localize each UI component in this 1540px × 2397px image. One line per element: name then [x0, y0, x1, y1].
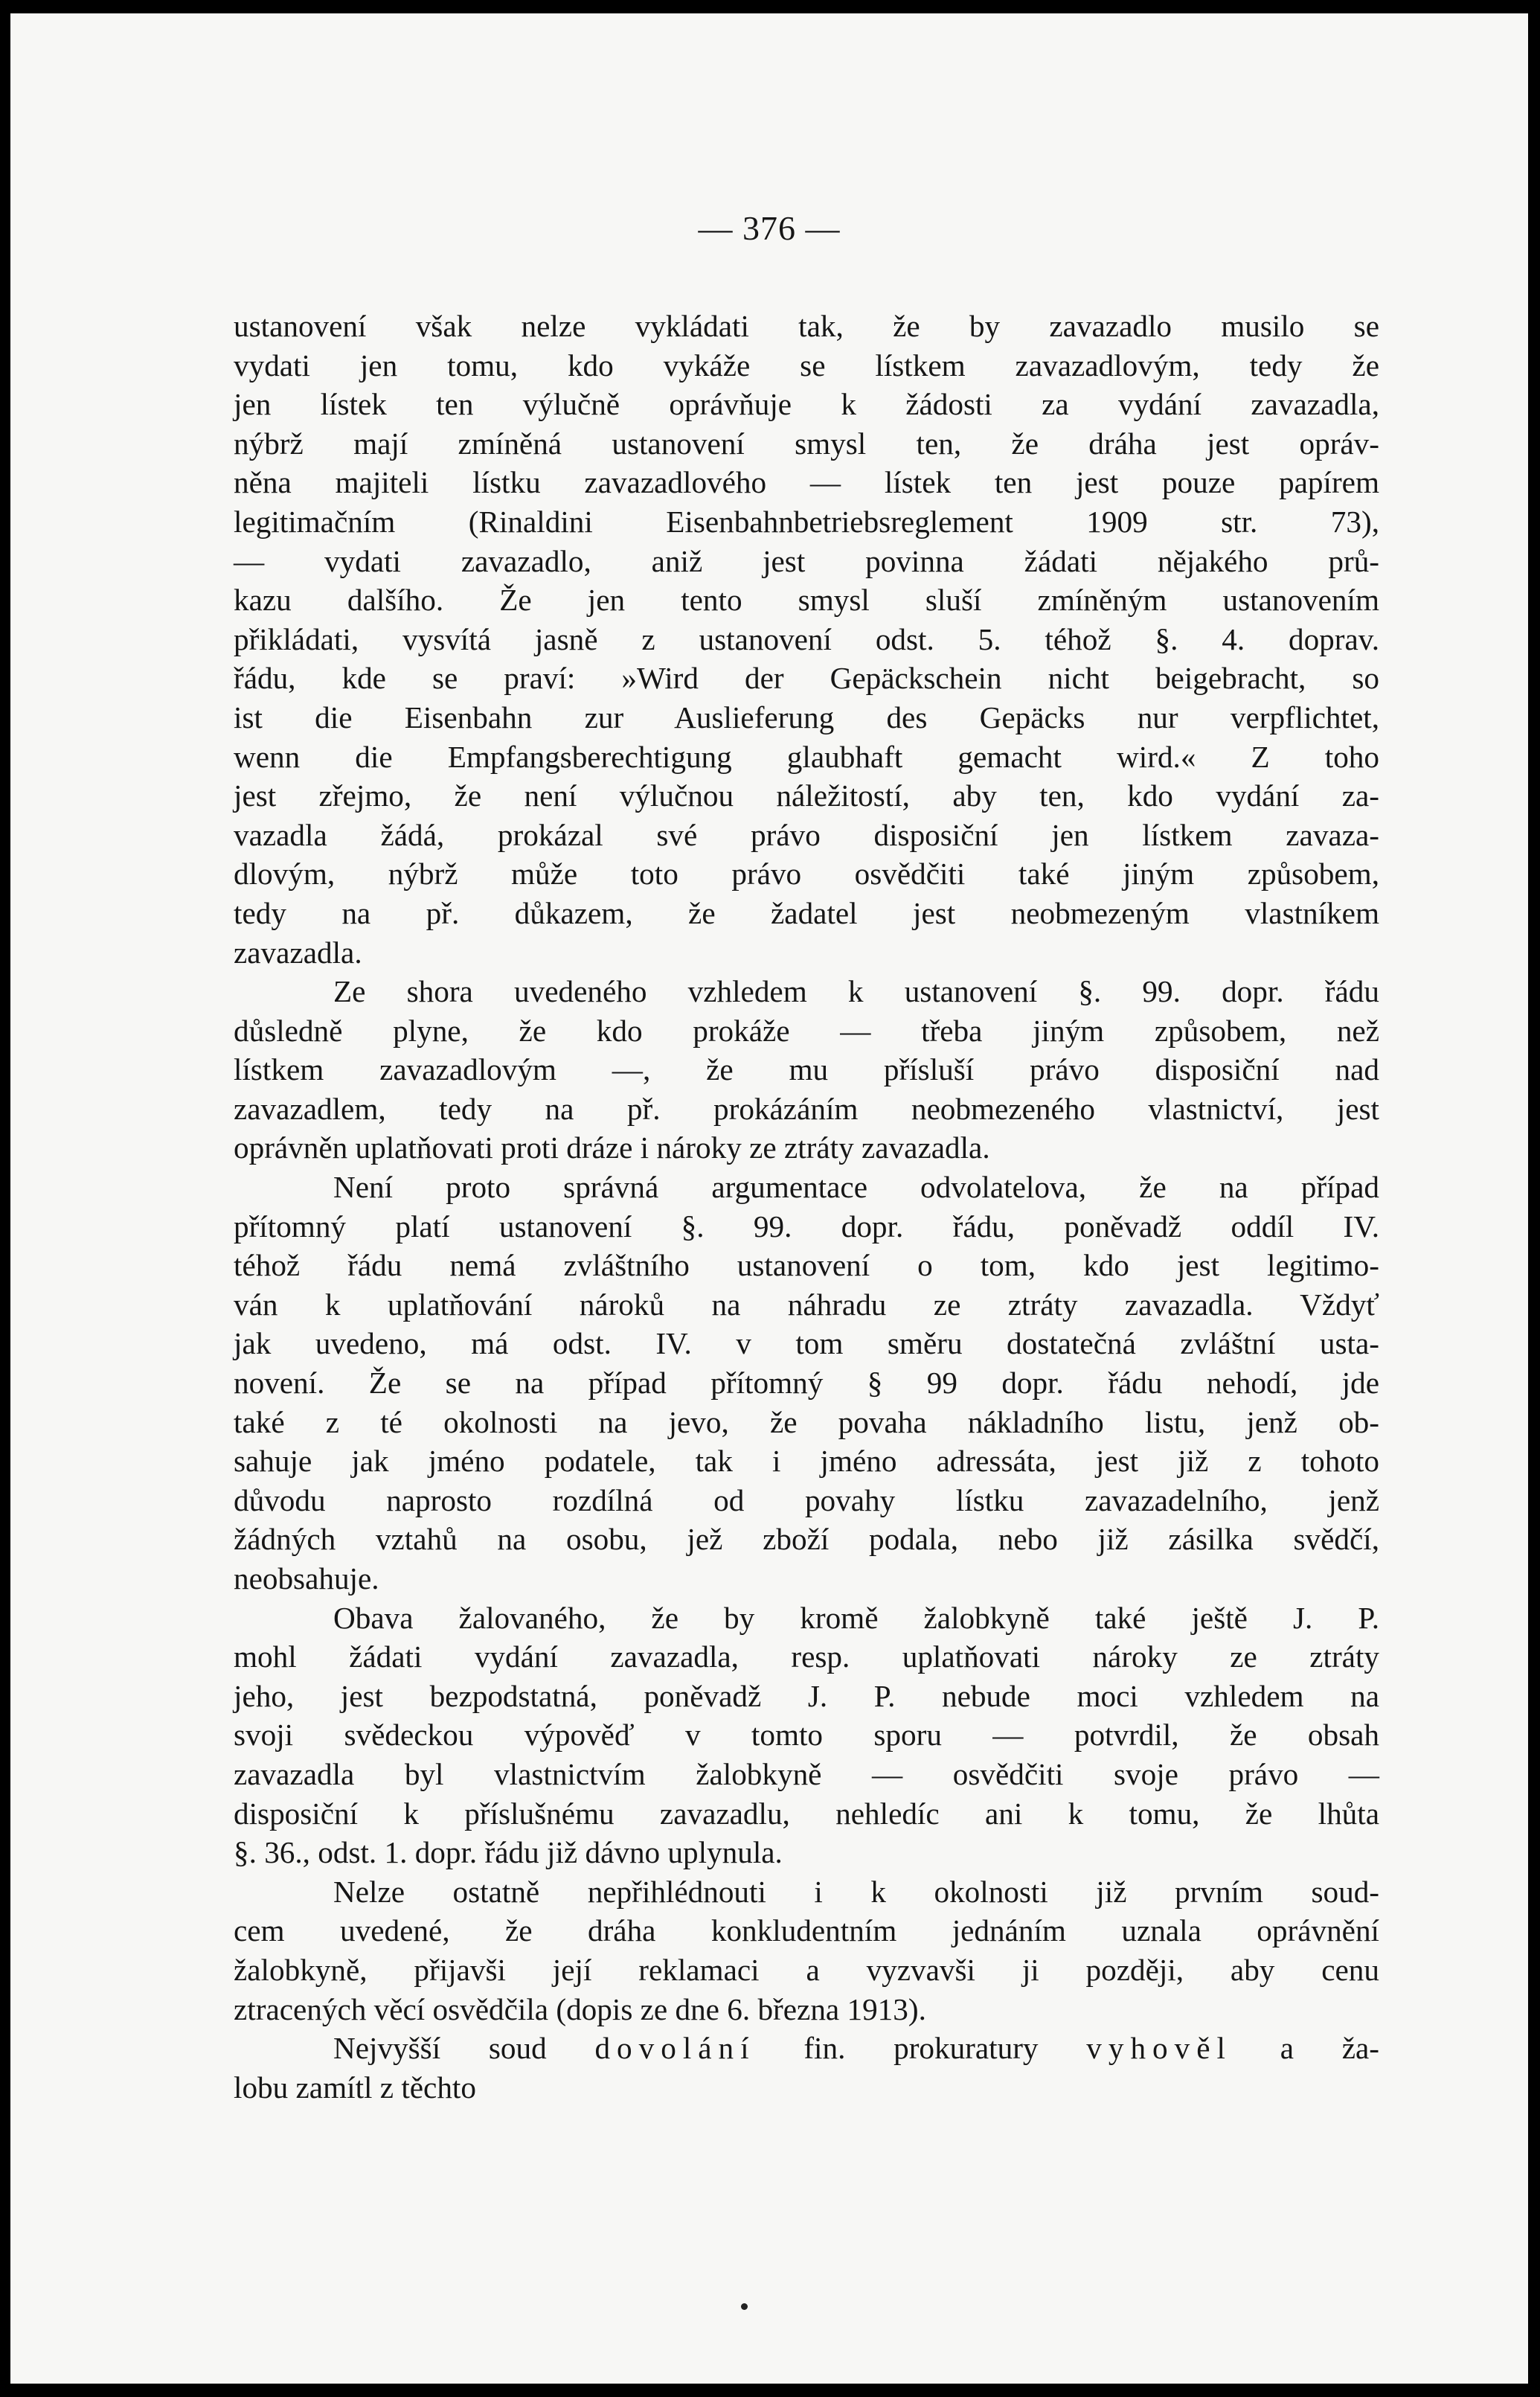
print-speck — [741, 2303, 748, 2310]
text-line: novení. Že se na případ přítomný § 99 dopr. řádu nehodí, jde — [234, 1366, 1379, 1401]
text-line: ist die Eisenbahn zur Auslieferung des Gepäcks nur verpflichtet, — [234, 700, 1379, 735]
text-line: jak uvedeno, má odst. IV. v tom směru dostatečná zvláštní usta- — [234, 1326, 1379, 1361]
text-line: zavazadla byl vlastnictvím žalobkyně — osvědčiti svoje právo — — [234, 1756, 1379, 1791]
text-line: legitimačním (Rinaldini Eisenbahnbetriebsreglement 1909 str. 73), — [234, 504, 1379, 539]
text-line: jeho, jest bezpodstatná, poněvadž J. P. nebude moci vzhledem na — [234, 1678, 1379, 1713]
emphasized-text: dovolání — [594, 2031, 756, 2066]
text-line — [234, 2029, 1379, 2068]
text-line: řádu, kde se praví: »Wird der Gepäckschein nicht beigebracht, so — [234, 661, 1379, 696]
text-line: žádných vztahů na osobu, jež zboží podala, nebo již zásilka svědčí, — [234, 1522, 1379, 1557]
text-line: přikládati, vysvítá jasně z ustanovení odst. 5. téhož §. 4. doprav. — [234, 621, 1379, 656]
text-line: něna majiteli lístku zavazadlového — lístek ten jest pouze papírem — [234, 465, 1379, 500]
text-line: cem uvedené, že dráha konkludentním jednáním uznala oprávnění — [234, 1913, 1379, 1948]
text-line: disposiční k příslušnému zavazadlu, nehledíc ani k tomu, že lhůta — [234, 1796, 1379, 1831]
text-line: lobu zamítl z těchto — [234, 2070, 476, 2105]
emphasized-text: vyhověl — [1086, 2031, 1232, 2066]
text-line: vazadla žádá, prokázal své právo disposiční jen lístkem zavaza- — [234, 817, 1379, 852]
paragraph — [234, 1598, 1379, 1872]
text-line: Ze shora uvedeného vzhledem k ustanovení §. 99. dopr. řádu — [333, 974, 1379, 1009]
text-line: téhož řádu nemá zvláštního ustanovení o tom, kdo jest legitimo- — [234, 1248, 1379, 1283]
text-line: svoji svědeckou výpověď v tomto sporu — potvrdil, že obsah — [234, 1718, 1379, 1753]
text-line: kazu dalšího. Že jen tento smysl sluší zmíněným ustanovením — [234, 583, 1379, 618]
text-line: ustanovení však nelze vykládati tak, že by zavazadlo musilo se — [234, 309, 1379, 343]
text-line: §. 36., odst. 1. dopr. řádu již dávno uplynula. — [234, 1835, 783, 1870]
text-line: mohl žádati vydání zavazadla, resp. uplatňovati nároky ze ztráty — [234, 1639, 1379, 1674]
text-line: Není proto správná argumentace odvolatelova, že na případ — [333, 1170, 1379, 1205]
text-segment: Nejvyšší soud — [333, 2031, 595, 2066]
paragraph — [234, 2029, 1379, 2107]
body-text — [234, 307, 1379, 2107]
text-line: Obava žalovaného, že by kromě žalobkyně také ještě J. P. — [333, 1600, 1379, 1635]
text-line: vydati jen tomu, kdo vykáže se lístkem zavazadlovým, tedy že — [234, 348, 1379, 383]
text-line: lístkem zavazadlovým —, že mu přísluší právo disposiční nad — [234, 1052, 1379, 1087]
text-segment: a ža- — [1231, 2031, 1379, 2066]
paragraph — [234, 1168, 1379, 1598]
text-line: důsledně plyne, že kdo prokáže — třeba jiným způsobem, než — [234, 1013, 1379, 1048]
text-segment: fin. prokuratury — [755, 2031, 1087, 2066]
text-line: dlovým, nýbrž může toto právo osvědčiti také jiným způsobem, — [234, 857, 1379, 892]
text-line: ván k uplatňování nároků na náhradu ze ztráty zavazadla. Vždyť — [234, 1287, 1379, 1322]
text-line: — vydati zavazadlo, aniž jest povinna žádati nějakého prů- — [234, 543, 1379, 578]
text-line: také z té okolnosti na jevo, že povaha nákladního listu, jenž ob- — [234, 1404, 1379, 1439]
paragraph — [234, 307, 1379, 972]
text-line: oprávněn uplatňovati proti dráze i nároky ze ztráty zavazadla. — [234, 1130, 990, 1165]
document-page — [10, 13, 1528, 2384]
page-number: — 376 — — [698, 209, 841, 247]
text-line: zavazadlem, tedy na př. prokázáním neobmezeného vlastnictví, jest — [234, 1091, 1379, 1126]
text-line: přítomný platí ustanovení §. 99. dopr. řádu, poněvadž oddíl IV. — [234, 1209, 1379, 1244]
text-line: žalobkyně, přijavši její reklamaci a vyzvavši ji později, aby cenu — [234, 1952, 1379, 1987]
text-line: ztracených věcí osvědčila (dopis ze dne 6. března 1913). — [234, 1991, 926, 2026]
text-line: tedy na př. důkazem, že žadatel jest neobmezeným vlastníkem — [234, 895, 1379, 930]
text-line: neobsahuje. — [234, 1561, 379, 1596]
text-line: sahuje jak jméno podatele, tak i jméno adressáta, jest již z tohoto — [234, 1444, 1379, 1479]
text-line: důvodu naprosto rozdílná od povahy lístku zavazadelního, jenž — [234, 1482, 1379, 1517]
text-line: jest zřejmo, že není výlučnou náležitostí, aby ten, kdo vydání za- — [234, 778, 1379, 813]
text-line: zavazadla. — [234, 935, 362, 970]
text-line: wenn die Empfangsberechtigung glaubhaft gemacht wird.« Z toho — [234, 739, 1379, 774]
text-line: jen lístek ten výlučně oprávňuje k žádosti za vydání zavazadla, — [234, 387, 1379, 422]
text-line: Nelze ostatně nepřihlédnouti i k okolnosti již prvním soud- — [333, 1874, 1379, 1909]
paragraph — [234, 1872, 1379, 2029]
text-line: nýbrž mají zmíněná ustanovení smysl ten, že dráha jest opráv- — [234, 426, 1379, 461]
paragraph — [234, 972, 1379, 1168]
